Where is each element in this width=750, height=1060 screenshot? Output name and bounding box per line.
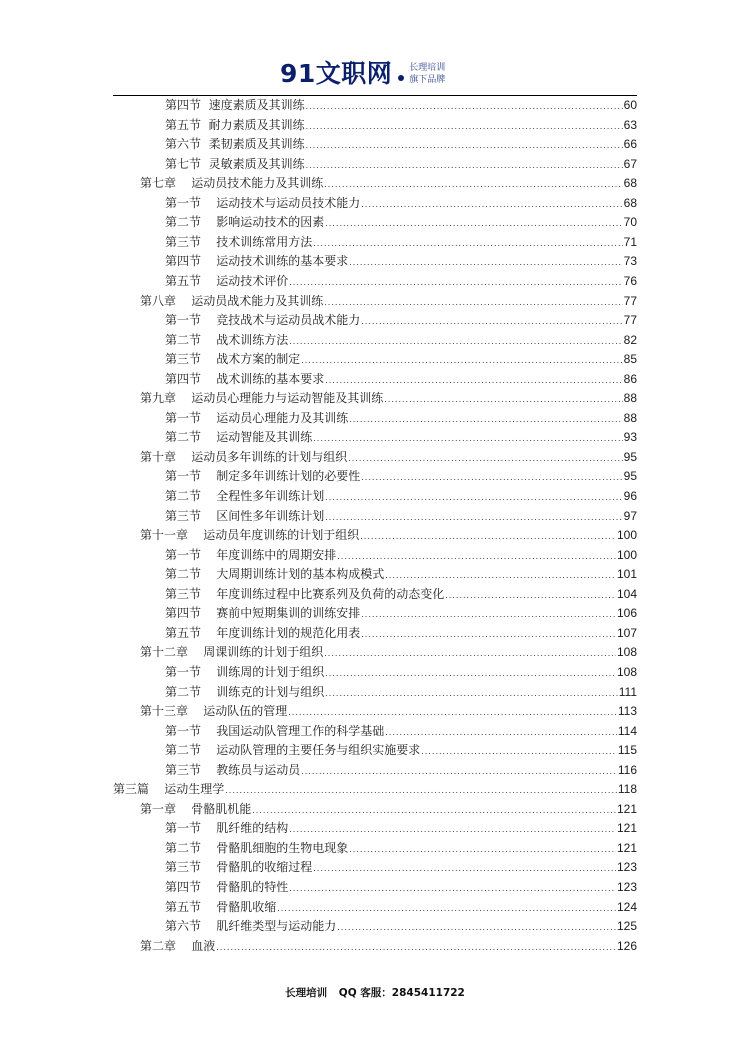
- toc-entry-page: 108: [616, 645, 637, 660]
- toc-entry-page: 104: [616, 586, 637, 601]
- toc-entry-page: 106: [616, 606, 637, 621]
- toc-entry[interactable]: [140, 448, 637, 467]
- toc-entry-title: 第六节 肌纤维类型与运动能力: [165, 919, 337, 934]
- footer-qq-label: QQ 客服：: [338, 987, 392, 999]
- toc-dot-leader: [325, 508, 622, 527]
- toc-entry-title: 第六节 柔韧素质及其训练: [165, 137, 305, 152]
- toc-entry[interactable]: [165, 467, 637, 486]
- toc-entry-page: 123: [616, 860, 637, 875]
- toc-dot-leader: [252, 801, 616, 820]
- toc-entry[interactable]: [165, 135, 637, 154]
- toc-dot-leader: [289, 879, 616, 898]
- toc-entry-page: 116: [617, 762, 637, 777]
- toc-entry-page: 121: [616, 821, 637, 836]
- toc-entry[interactable]: [165, 155, 637, 174]
- toc-dot-leader: [225, 781, 617, 800]
- logo-text: 91文职网: [280, 59, 393, 88]
- toc-entry-title: 第二节 战术训练方法: [165, 332, 289, 347]
- toc-entry-title: 第七章 运动员技术能力及其训练: [140, 176, 324, 191]
- toc-entry-page: 85: [623, 352, 637, 367]
- toc-entry-page: 76: [623, 273, 637, 288]
- brand-logo: [280, 60, 445, 88]
- toc-dot-leader: [288, 703, 617, 722]
- toc-entry-title: 第五节 耐力素质及其训练: [165, 117, 305, 132]
- toc-dot-leader: [325, 684, 617, 703]
- toc-dot-leader: [361, 605, 616, 624]
- page-header: [0, 0, 750, 96]
- toc-entry-page: 100: [616, 528, 637, 543]
- toc-entry-title: 第四节 运动技术训练的基本要求: [165, 254, 349, 269]
- toc-entry[interactable]: [165, 839, 637, 858]
- toc-entry-title: 第三节 教练员与运动员: [165, 762, 301, 777]
- toc-entry-page: 126: [616, 938, 637, 953]
- toc-entry-title: 第九章 运动员心理能力与运动智能及其训练: [140, 391, 384, 406]
- toc-dot-leader: [361, 195, 622, 214]
- toc-entry-title: 第二节 运动队管理的主要任务与组织实施要求: [165, 743, 421, 758]
- toc-entry[interactable]: [165, 116, 637, 135]
- toc-entry-page: 86: [623, 371, 637, 386]
- toc-dot-leader: [325, 371, 622, 390]
- toc-entry-page: 88: [623, 410, 637, 425]
- toc-entry-page: 123: [616, 880, 637, 894]
- toc-entry[interactable]: [113, 780, 637, 799]
- toc-entry-title: 第八章 运动员战术能力及其训练: [140, 293, 324, 308]
- toc-entry[interactable]: [140, 643, 637, 662]
- toc-entry-title: 第四节 赛前中短期集训的训练安排: [165, 606, 361, 621]
- toc-entry-title: 第一节 运动员心理能力及其训练: [165, 410, 349, 425]
- toc-entry-page: 107: [616, 625, 637, 640]
- toc-entry-title: 第十章 运动员多年训练的计划与组织: [140, 449, 348, 464]
- toc-entry-title: 第一节 我国运动队管理工作的科学基础: [165, 723, 385, 738]
- toc-entry-page: 121: [616, 840, 637, 855]
- toc-entry-title: 第一节 制定多年训练计划的必要性: [165, 469, 361, 484]
- toc-entry-page: 125: [616, 919, 637, 934]
- toc-entry-page: 73: [623, 254, 637, 269]
- toc-dot-leader: [306, 117, 623, 136]
- toc-entry-page: 95: [623, 449, 637, 464]
- toc-entry[interactable]: [165, 819, 637, 838]
- toc-entry[interactable]: [165, 878, 637, 897]
- toc-entry-page: 121: [616, 801, 637, 816]
- toc-entry[interactable]: [165, 722, 637, 741]
- toc-dot-leader: [301, 762, 617, 781]
- toc-entry-page: 101: [616, 567, 637, 582]
- toc-dot-leader: [313, 429, 622, 448]
- toc-entry-page: 71: [623, 234, 637, 249]
- toc-dot-leader: [306, 156, 623, 175]
- toc-entry[interactable]: [165, 741, 637, 760]
- toc-entry-title: 第一节 竞技战术与运动员战术能力: [165, 313, 361, 328]
- toc-dot-leader: [324, 644, 616, 663]
- toc-entry-title: 第二节 影响运动技术的因素: [165, 215, 325, 230]
- toc-dot-leader: [384, 390, 622, 409]
- toc-dot-leader: [289, 820, 616, 839]
- toc-dot-leader: [306, 136, 623, 155]
- tagline-line1: 长理培训: [409, 63, 446, 73]
- toc-entry-page: 114: [617, 723, 637, 738]
- toc-entry[interactable]: [165, 194, 637, 213]
- footer-qq-number: 2845411722: [391, 987, 465, 999]
- toc-entry-title: 第四节 速度素质及其训练: [165, 98, 305, 112]
- toc-entry-title: 第一节 运动技术与运动员技术能力: [165, 195, 361, 210]
- toc-dot-leader: [445, 586, 616, 605]
- toc-entry[interactable]: [165, 683, 637, 702]
- toc-entry[interactable]: [140, 526, 637, 545]
- toc-entry[interactable]: [165, 213, 637, 232]
- toc-entry[interactable]: [140, 174, 637, 193]
- toc-entry-title: 第三节 技术训练常用方法: [165, 234, 313, 249]
- toc-entry-page: 66: [623, 137, 637, 152]
- toc-dot-leader: [348, 449, 622, 468]
- toc-entry-title: 第二节 大周期训练计划的基本构成模式: [165, 567, 385, 582]
- toc-dot-leader: [361, 312, 622, 331]
- toc-entry-title: 第三节 年度训练过程中比赛系列及负荷的动态变化: [165, 586, 445, 601]
- toc-dot-leader: [289, 273, 622, 292]
- toc-entry[interactable]: [165, 507, 637, 526]
- toc-entry-title: 第一节 肌纤维的结构: [165, 821, 289, 836]
- toc-entry-title: 第二节 训练克的计划与组织: [165, 684, 325, 699]
- toc-dot-leader: [385, 566, 616, 585]
- footer-brand: 长理培训: [285, 987, 328, 999]
- toc-dot-leader: [324, 293, 622, 312]
- toc-entry[interactable]: [165, 858, 637, 877]
- toc-entry-page: 77: [623, 313, 637, 328]
- toc-entry-title: 第二节 全程性多年训练计划: [165, 489, 325, 503]
- toc-entry[interactable]: [165, 565, 637, 584]
- toc-entry-page: 111: [618, 684, 637, 699]
- toc-entry[interactable]: [165, 898, 637, 917]
- toc-dot-leader: [313, 859, 616, 878]
- toc-entry[interactable]: [165, 331, 637, 350]
- toc-entry-title: 第三篇 运动生理学: [113, 782, 225, 797]
- toc-dot-leader: [349, 840, 616, 859]
- toc-dot-leader: [306, 97, 623, 116]
- toc-entry-title: 第三节 战术方案的制定: [165, 352, 301, 367]
- logo-dot-icon: [398, 75, 404, 81]
- toc-entry[interactable]: [140, 702, 637, 721]
- toc-entry-page: 67: [623, 156, 637, 171]
- toc-dot-leader: [325, 488, 622, 507]
- toc-entry-page: 70: [623, 215, 637, 230]
- toc-entry[interactable]: [140, 937, 637, 956]
- toc-entry[interactable]: [165, 350, 637, 369]
- toc-entry-title: 第五节 运动技术评价: [165, 273, 289, 288]
- toc-entry[interactable]: [165, 624, 637, 643]
- toc-entry-title: 第五节 骨骼肌收缩: [165, 899, 277, 914]
- toc-entry-page: 68: [623, 176, 637, 191]
- toc-entry-page: 100: [616, 547, 637, 562]
- toc-dot-leader: [337, 918, 616, 937]
- toc-entry-title: 第十一章 运动员年度训练的计划于组织: [140, 528, 360, 543]
- toc-entry-title: 第二节 运动智能及其训练: [165, 430, 313, 445]
- toc-entry-title: 第三节 骨骼肌的收缩过程: [165, 860, 313, 875]
- toc-dot-leader: [361, 625, 616, 644]
- toc-entry-title: 第四节 骨骼肌的特性: [165, 880, 289, 894]
- toc-entry[interactable]: [165, 546, 637, 565]
- toc-entry-title: 第四节 战术训练的基本要求: [165, 371, 325, 386]
- footer-qq: [339, 987, 465, 999]
- toc-entry-title: 第五节 年度训练计划的规范化用表: [165, 625, 361, 640]
- toc-entry-title: 第三节 区间性多年训练计划: [165, 508, 325, 523]
- toc-entry[interactable]: [165, 604, 637, 623]
- toc-entry-title: 第二章 血液: [140, 938, 216, 953]
- toc-entry-title: 第十二章 周课训练的计划于组织: [140, 645, 324, 660]
- toc-entry-title: 第一节 年度训练中的周期安排: [165, 547, 337, 562]
- logo-tagline: [409, 62, 445, 86]
- toc-entry[interactable]: [140, 800, 637, 819]
- toc-entry[interactable]: [165, 663, 637, 682]
- toc-entry[interactable]: [165, 370, 637, 389]
- toc-entry[interactable]: [165, 409, 637, 428]
- toc-entry-page: 97: [623, 508, 637, 523]
- tagline-line2: 旗下品牌: [409, 75, 446, 85]
- toc-dot-leader: [313, 234, 622, 253]
- toc-entry[interactable]: [140, 389, 637, 408]
- toc-dot-leader: [324, 175, 622, 194]
- toc-entry-page: 95: [623, 469, 637, 484]
- toc-dot-leader: [289, 332, 622, 351]
- toc-dot-leader: [216, 938, 616, 957]
- page-footer: [0, 985, 750, 1000]
- toc-entry[interactable]: [165, 233, 637, 252]
- toc-entry[interactable]: [140, 292, 637, 311]
- toc-entry-page: 93: [623, 430, 637, 445]
- toc-entry-page: 60: [623, 98, 637, 112]
- toc-entry[interactable]: [165, 252, 637, 271]
- toc-dot-leader: [349, 253, 622, 272]
- toc-dot-leader: [385, 723, 617, 742]
- toc-entry-page: 77: [623, 293, 637, 308]
- toc-dot-leader: [361, 468, 622, 487]
- toc-dot-leader: [421, 742, 617, 761]
- toc-entry-page: 88: [623, 391, 637, 406]
- toc-entry-page: 108: [616, 664, 637, 679]
- toc-entry[interactable]: [165, 917, 637, 936]
- toc-dot-leader: [277, 899, 616, 918]
- toc-entry-page: 113: [617, 704, 637, 719]
- toc-entry[interactable]: [165, 428, 637, 447]
- toc-entry-page: 115: [617, 743, 637, 758]
- toc-dot-leader: [325, 664, 616, 683]
- toc-dot-leader: [349, 410, 622, 429]
- toc-entry-page: 63: [623, 117, 637, 132]
- toc-entry[interactable]: [165, 272, 637, 291]
- toc-entry[interactable]: [165, 311, 637, 330]
- toc-entry-page: 96: [623, 489, 637, 503]
- toc-entry-title: 第十三章 运动队伍的管理: [140, 704, 288, 719]
- toc-entry-title: 第二节 骨骼肌细胞的生物电现象: [165, 840, 349, 855]
- toc-entry-page: 124: [616, 899, 637, 914]
- toc-entry-title: 第一节 训练周的计划于组织: [165, 664, 325, 679]
- toc-entry-page: 118: [617, 782, 637, 797]
- toc-entry[interactable]: [165, 585, 637, 604]
- toc-dot-leader: [325, 214, 622, 233]
- toc-dot-leader: [301, 351, 622, 370]
- toc-entry[interactable]: [165, 96, 637, 115]
- toc-entry[interactable]: [165, 487, 637, 506]
- toc-dot-leader: [337, 547, 616, 566]
- toc-entry-page: 68: [623, 195, 637, 210]
- toc-entry[interactable]: [165, 761, 637, 780]
- toc-entry-title: 第七节 灵敏素质及其训练: [165, 156, 305, 171]
- toc-dot-leader: [360, 527, 616, 546]
- toc-entry-page: 82: [623, 332, 637, 347]
- toc-entry-title: 第一章 骨骼肌机能: [140, 801, 252, 816]
